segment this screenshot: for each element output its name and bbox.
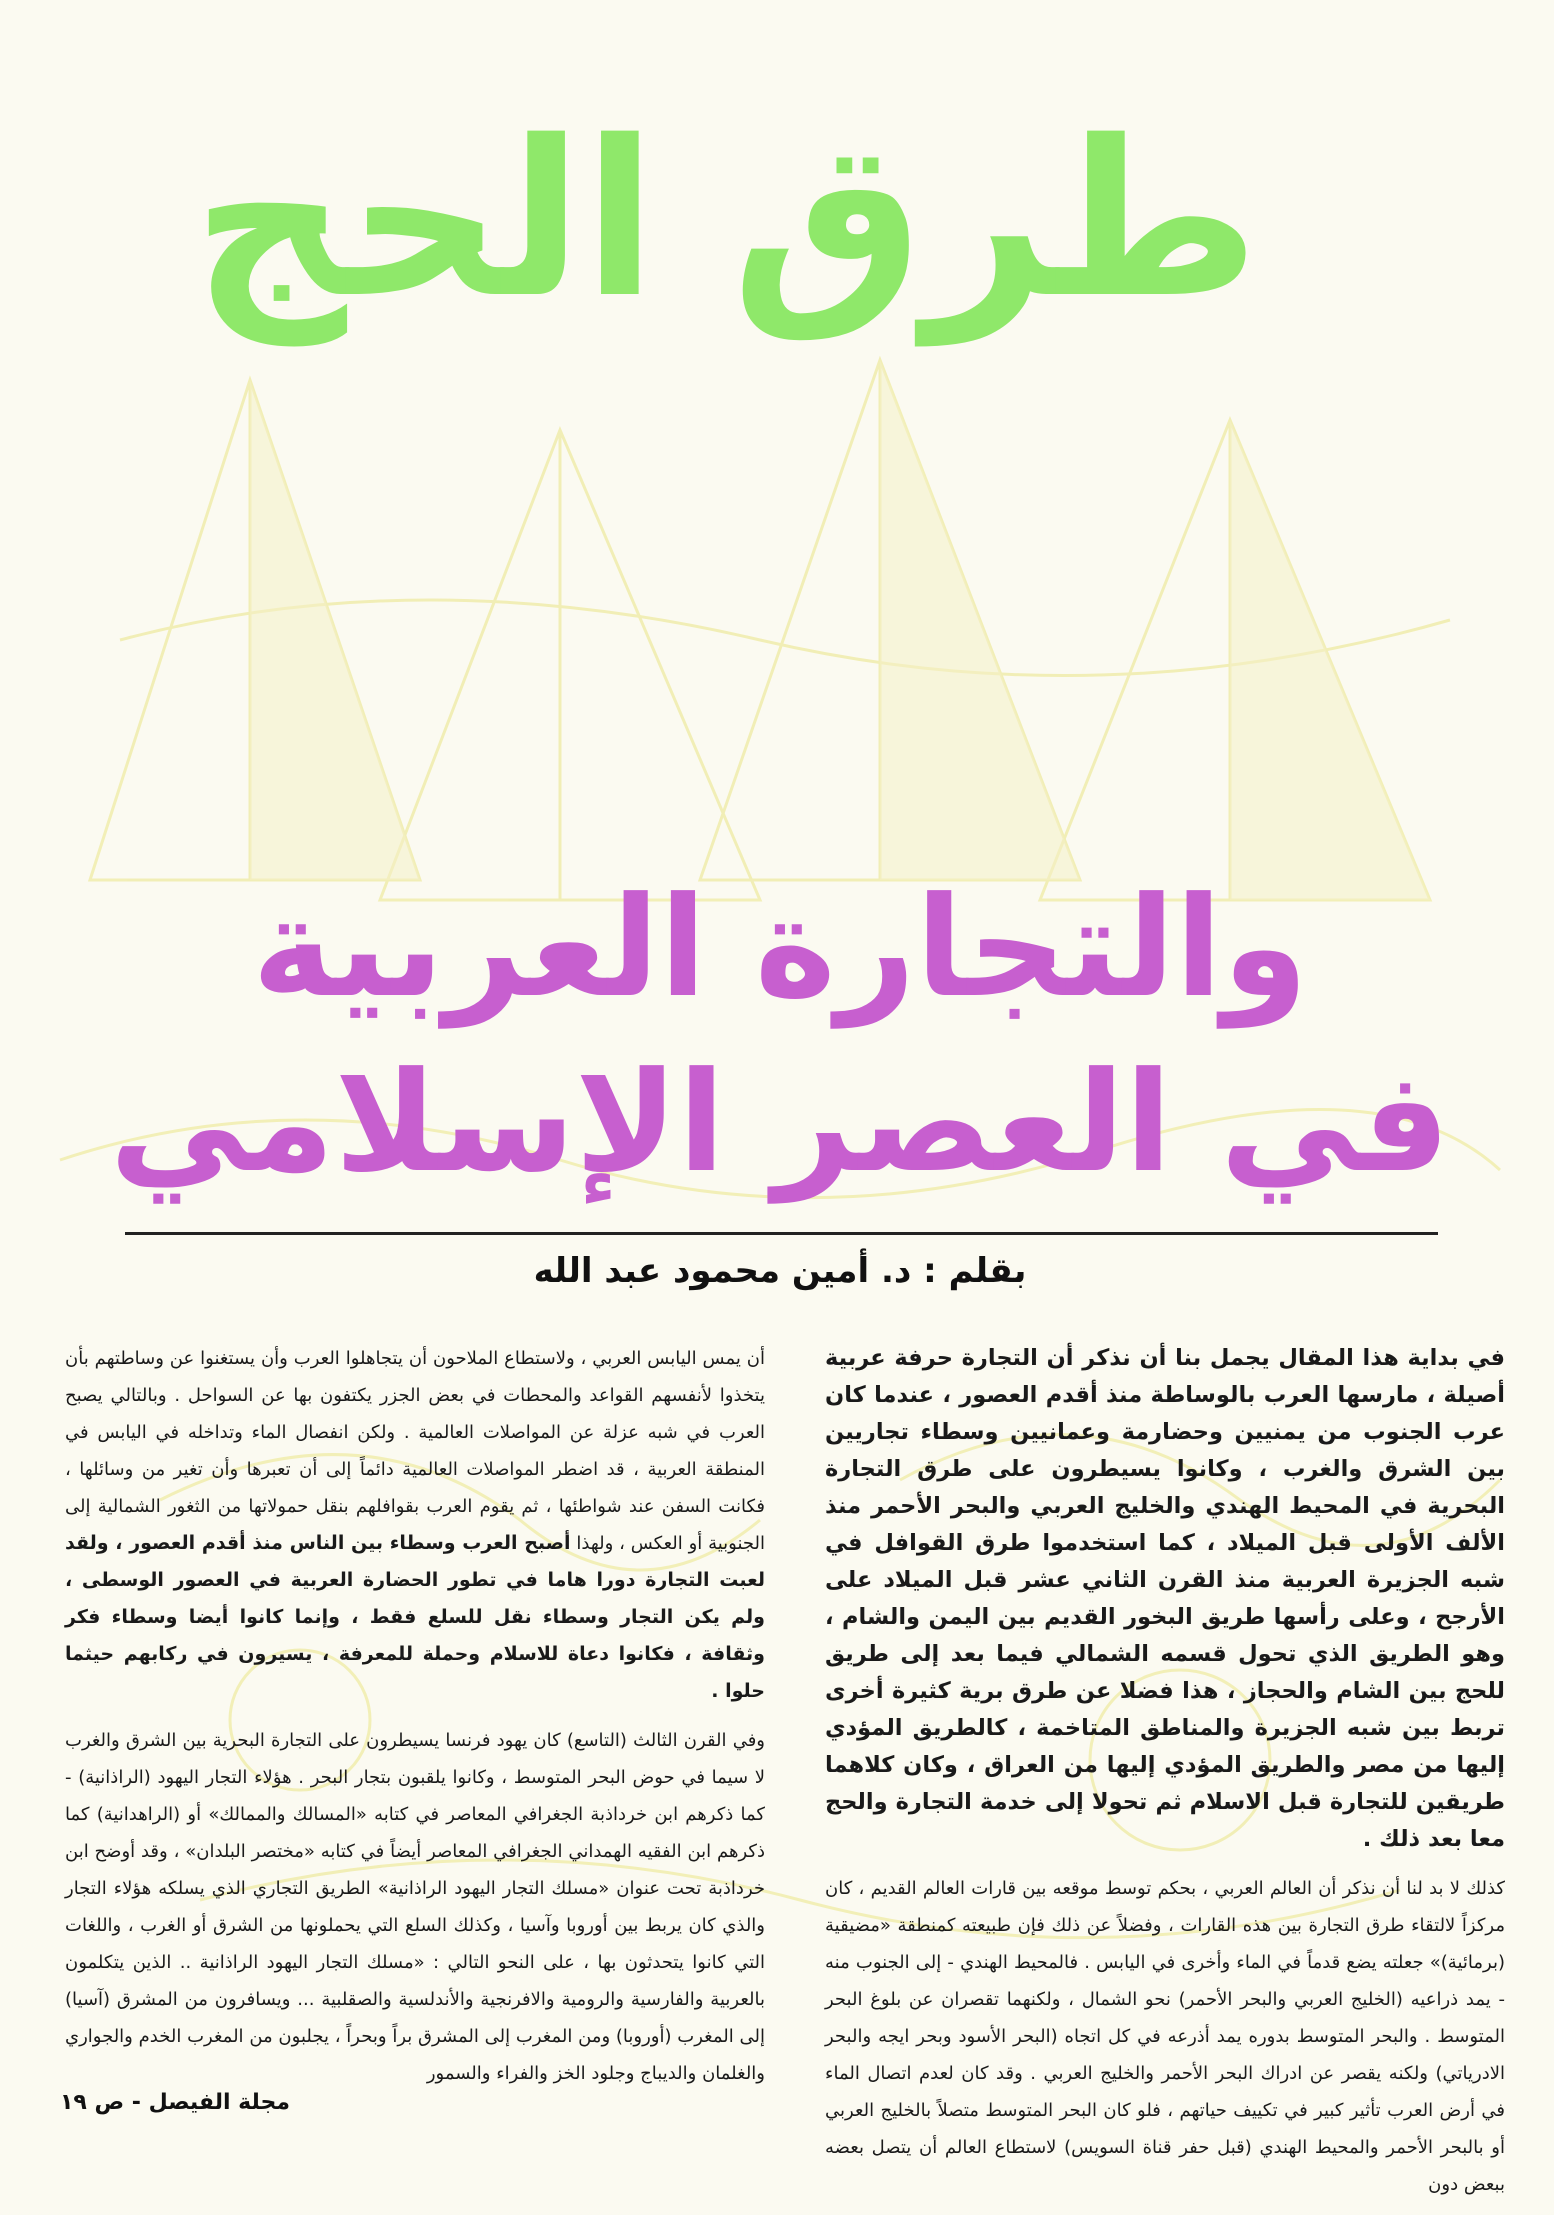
paragraph-geography: كذلك لا بد لنا أن نذكر أن العالم العربي ، بحكم توسط موقعه بين قارات العالم القديم ، كان مركزاً لالتقاء طرق التجارة بين هذه القارات ، وفضلاً عن ذلك فإن طبيعته كمنطقة «مضيقية (برمائية)» جعلته يضع قدماً في الماء وأخرى في اليابس . فالمحيط الهندي - إلى الجنوب منه - يمد ذراعيه (الخليج العربي والبحر الأحمر) نحو الشمال ، ولكنهما تقصران عن بلوغ البحر المتوسط . والبحر المتوسط بدوره يمد أذرعه في كل اتجاه (البحر الأسود وبحر ايجه والبحر الادرياتي) ولكنه يقصر عن ادراك البحر الأحمر والخليج العربي . وقد كان لعدم اتصال الماء في أرض العرب تأثير كبير في تكييف حياتهم ، فلو كان البحر المتوسط متصلاً بالخليج العربي أو بالبحر الأحمر والمحيط الهندي (قبل حفر قناة السويس) لاستطاع العالم أن يتصل بعضه ببعض دون	[825, 1878, 1505, 2195]
title-line-1: طرق الحج	[192, 94, 1260, 345]
paragraph-continued-bold: أصبح العرب وسطاء بين الناس منذ أقدم العصور ، ولقد لعبت التجارة دورا هاما في تطور الحضارة العربية في العصور الوسطى ، ولم يكن التجار وسطاء نقل للسلع فقط ، وإنما كانوا أيضا وسطاء فكر وثقافة ، فكانوا دعاة للاسلام وحملة للمعرفة ، يسيرون في ركابهم حيثما حلوا .	[65, 1532, 765, 1702]
title-line-3: في العصر الإسلامي	[109, 1042, 1450, 1203]
article-column-left	[65, 1340, 765, 2104]
paragraph-continued	[65, 1340, 765, 1710]
title-line-2: والتجارة العربية	[251, 867, 1309, 1028]
title-divider	[125, 1232, 1438, 1235]
paragraph-intro: في بداية هذا المقال يجمل بنا أن نذكر أن التجارة حرفة عربية أصيلة ، مارسها العرب بالوساطة منذ أقدم العصور ، عندما كان عرب الجنوب من يمنيين وحضارمة وعمانيين وسطاء تجاريين بين الشرق والغرب ، وكانوا يسيطرون على طرق التجارة البحرية في المحيط الهندي والخليج العربي والبحر الأحمر منذ الألف الأولى قبل الميلاد ، كما استخدموا طرق القوافل في شبه الجزيرة العربية منذ القرن الثاني عشر قبل الميلاد على الأرجح ، وعلى رأسها طريق البخور القديم بين اليمن والشام ، وهو الطريق الذي تحول قسمه الشمالي فيما بعد إلى طريق للحج بين الشام والحجاز ، هذا فضلا عن طرق برية كثيرة أخرى تربط بين شبه الجزيرة والمناطق المتاخمة ، كالطريق المؤدي إليها من مصر والطريق المؤدي إليها من العراق ، وكان كلاهما طريقين للتجارة قبل الاسلام ثم تحولا إلى خدمة التجارة والحج معا بعد ذلك .	[825, 1345, 1505, 1852]
paragraph-continued-text: أن يمس اليابس العربي ، ولاستطاع الملاحون أن يتجاهلوا العرب وأن يستغنوا عن وساطتهم بأن يتخذوا لأنفسهم القواعد والمحطات في بعض الجزر يكتفون بها عن السواحل . وبالتالي يصبح العرب في شبه عزلة عن المواصلات العالمية . ولكن انفصال الماء وتداخله في اليابس في المنطقة العربية ، قد اضطر المواصلات العالمية دائماً إلى أن تعبرها وأن تغير من وسائلها ، فكانت السفن عند شواطئها ، ثم يقوم العرب بقوافلهم بنقل حمولاتها من الثغور الشمالية إلى الجنوبية أو العكس ، ولهذا	[65, 1348, 765, 1554]
page-footer: مجلة الفيصل - ص ١٩	[60, 2090, 290, 2115]
paragraph-radhanites: وفي القرن الثالث (التاسع) كان يهود فرنسا يسيطرون على التجارة البحرية بين الشرق والغرب لا سيما في حوض البحر المتوسط ، وكانوا يلقبون بتجار البحر . هؤلاء التجار اليهود (الراذانية) - كما ذكرهم ابن خرداذبة الجغرافي المعاصر في كتابه «المسالك والممالك» أو (الراهدانية) كما ذكرهم ابن الفقيه الهمداني الجغرافي المعاصر أيضاً في كتابه «مختصر البلدان» ، وقد أوضح ابن خرداذبة تحت عنوان «مسلك التجار اليهود الراذانية» الطريق التجاري الذي يسلكه هؤلاء التجار والذي كان يربط بين أوروبا وآسيا ، وكذلك السلع التي يحملونها من الشرق أو الغرب ، واللغات التي كانوا يتحدثون بها ، على النحو التالي : «مسلك التجار اليهود الراذانية .. الذين يتكلمون بالعربية والفارسية والرومية والافرنجية والأندلسية والصقلبية ... ويسافرون من المشرق (آسيا) إلى المغرب (أوروبا) ومن المغرب إلى المشرق براً وبحراً ، يجلبون من المغرب الخدم والجواري والغلمان والديباج وجلود الخز والفراء والسمور	[65, 1730, 765, 2084]
author-byline: بقلم : د. أمين محمود عبد الله	[533, 1251, 1027, 1291]
article-column-right	[825, 1340, 1505, 2215]
